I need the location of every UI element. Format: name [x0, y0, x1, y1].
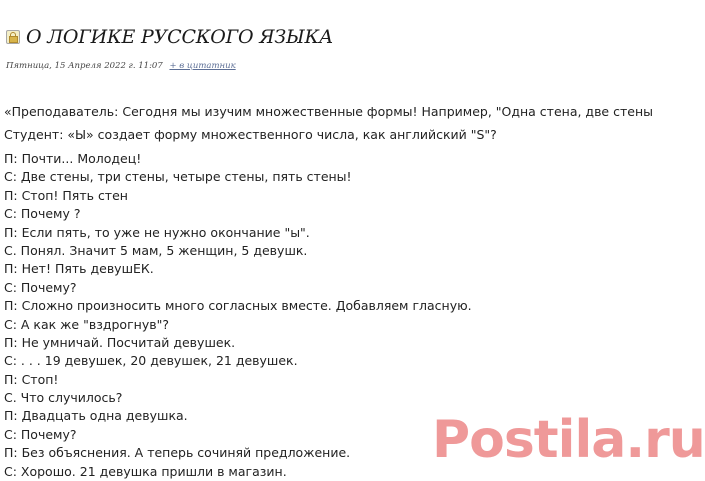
intro-line: «Преподаватель: Сегодня мы изучим множественные формы! Например, "Одна стена, две стены [4, 104, 653, 119]
add-to-quotes-link[interactable]: + в цитатник [169, 61, 236, 71]
dialog-line: С. Что случилось? [4, 390, 123, 406]
dialog-line: П: Без объяснения. А теперь сочиняй предложение. [4, 445, 351, 461]
post-header [6, 26, 333, 48]
post-meta [6, 61, 236, 71]
dialog-line: С: Почему? [4, 426, 77, 442]
lock-icon [6, 30, 20, 44]
dialog-line: С: Хорошо. 21 девушка пришли в магазин. [4, 463, 287, 479]
dialog-line: П: Почти... Молодец! [4, 151, 142, 166]
dialog-line: П: Если пять, то уже не нужно окончание "ы". [4, 224, 310, 240]
intro-line: Студент: «Ы» создает форму множественного числа, как английский "S"? [4, 127, 497, 142]
dialog-line: С: . . . 19 девушек, 20 девушек, 21 девушек. [4, 353, 298, 369]
dialog-line: П: Нет! Пять девушЕК. [4, 261, 154, 277]
post-title: О ЛОГИКЕ РУССКОГО ЯЗЫКА [26, 26, 334, 48]
dialog-line: П: Сложно произносить много согласных вместе. Добавляем гласную. [4, 298, 472, 314]
dialog-line: П: Стоп! Пять стен [4, 187, 128, 203]
dialog-line: С: Две стены, три стены, четыре стены, пять стены! [4, 169, 352, 185]
postila-watermark: Postila.ru [432, 410, 705, 470]
dialog-line: П: Двадцать одна девушка. [4, 408, 188, 424]
post-date: Пятница, 15 Апреля 2022 г. 11:07 [6, 61, 163, 71]
dialog-line: С: Почему? [4, 279, 77, 295]
dialog-line: С: Почему ? [4, 206, 81, 222]
dialog-line: С. Понял. Значит 5 мам, 5 женщин, 5 девушк. [4, 242, 308, 258]
dialog-line: П: Стоп! [4, 371, 59, 387]
dialog-line: С: А как же "вздрогнув"? [4, 316, 169, 332]
dialog-line: П: Не умничай. Посчитай девушек. [4, 334, 236, 350]
